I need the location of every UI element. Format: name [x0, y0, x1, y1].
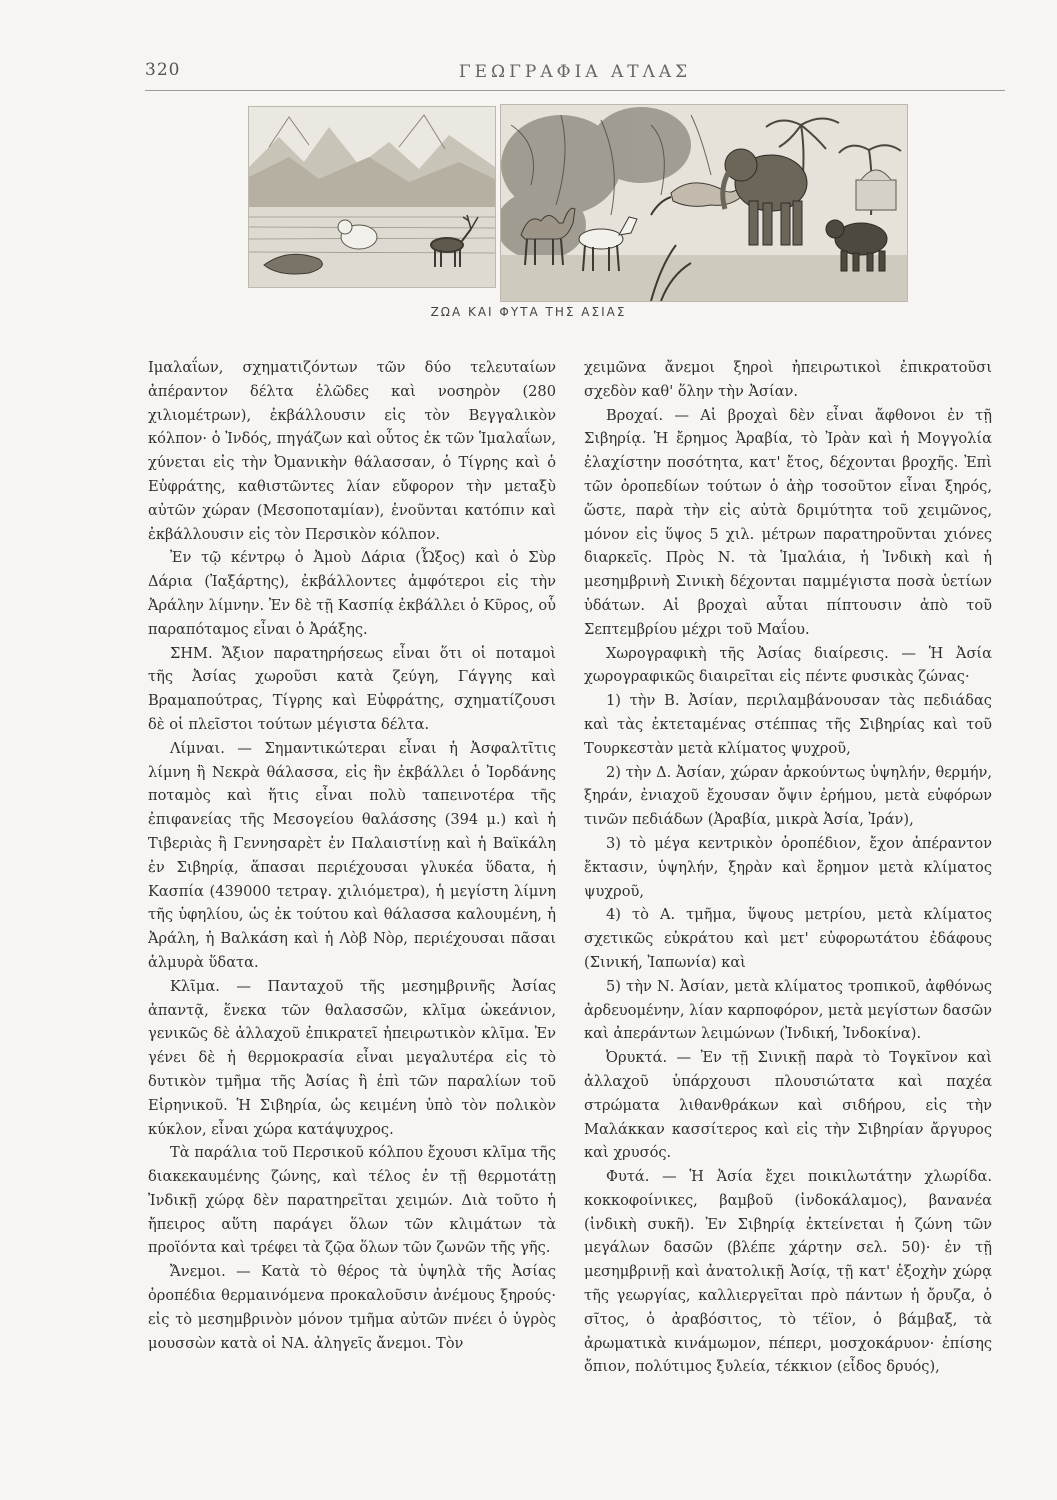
header-rule [145, 90, 1005, 91]
paragraph-persian-gulf-climate: Τὰ παράλια τοῦ Περσικοῦ κόλπου ἔχουσι κλῖμα τῆς διακεκαυμένης ζώνης, καὶ τέλος ἐν τῇ θερμοτάτῃ Ἰνδικῇ χώρᾳ δὲν παρατηρεῖται χειμών. Διὰ τοῦτο ἡ ἤπειρος αὕτη παράγει ὅλων τῶν κλιμάτων τὰ προϊόντα καὶ τρέφει τὰ ζῷα ὅλων τῶν ζωνῶν τῆς γῆς. [148, 1144, 556, 1257]
list-item-zone-4: 4) τὸ Α. τμῆμα, ὕψους μετρίου, μετὰ κλίματος σχετικῶς εὐκράτου καὶ μετ' εὐφορωτάτου ἐδάφους (Σινική, Ἰαπωνία) καὶ [584, 906, 992, 971]
arctic-animals-engraving [248, 106, 496, 288]
paragraph-rains: Βροχαί. — Αἱ βροχαὶ δὲν εἶναι ἄφθονοι ἐν τῇ Σιβηρίᾳ. Ἡ ἔρημος Ἀραβία, τὸ Ἰρὰν καὶ ἡ Μογγολία ἐλαχίστην ποσότητα, κατ' ἔτος, δέχονται βροχῆς. Ἐπὶ τῶν ὀροπεδίων τούτων ὁ ἀὴρ τοσοῦτον εἶναι ξηρός, ὥστε, παρὰ τὴν εἰς αὐτὰ δριμύτητα τοῦ χειμῶνος, μόνον εἰς ὕψος 5 χιλ. μέτρων παρατηροῦνται χιόνες διαρκεῖς. Πρὸς Ν. τὰ Ἱμαλάια, ἡ Ἰνδικὴ καὶ ἡ μεσημβρινὴ Σινικὴ δέχονται παμμέγιστα ποσὰ ὑετίων ὑδάτων. Αἱ βροχαὶ αὗται πίπτουσιν ἀπὸ τοῦ Σεπτεμβρίου μέχρι τοῦ Μαΐου. [584, 406, 992, 638]
asian-animals-engraving [500, 104, 908, 302]
paragraph-note: ΣΗΜ. Ἄξιον παρατηρήσεως εἶναι ὅτι οἱ ποταμοὶ τῆς Ἀσίας χωροῦσι κατὰ ζεύγη, Γάγγης καὶ Βραμαπούτρας, Τίγρης καὶ Εὐφράτης, σχηματίζουσι δὲ οἱ πλεῖστοι τούτων μέγιστα δέλτα. [148, 644, 556, 733]
right-column [584, 356, 992, 1379]
paragraph-division: Χωρογραφικὴ τῆς Ἀσίας διαίρεσις. — Ἡ Ἀσία χωρογραφικῶς διαιρεῖται εἰς πέντε φυσικὰς ζώνας· [584, 644, 992, 686]
paragraph-minerals: Ὀρυκτά. — Ἐν τῇ Σινικῇ παρὰ τὸ Τογκῖνον καὶ ἀλλαχοῦ ὑπάρχουσι πλουσιώτατα καὶ παχέα στρώματα λιθανθράκων καὶ σιδήρου, εἰς τὴν Μαλάκκαν κασσίτερος καὶ εἰς τὴν Σιβηρίαν ἄργυρος καὶ χρυσός. [584, 1049, 992, 1162]
page-header [145, 60, 1005, 90]
list-item-zone-5: 5) τὴν Ν. Ἀσίαν, μετὰ κλίματος τροπικοῦ, ἀφθόνως ἀρδευομένην, λίαν καρποφόρον, μετὰ μεγίστων δασῶν καὶ ἀπεράντων λειμώνων (Ἰνδική, Ἰνδοκίνα). [584, 977, 992, 1043]
left-column [148, 356, 556, 1355]
paragraph-winds-continued: χειμῶνα ἄνεμοι ξηροὶ ἠπειρωτικοὶ ἐπικρατοῦσι σχεδὸν καθ' ὅλην τὴν Ἀσίαν. [584, 359, 992, 400]
paragraph-rivers-continued: Ιμαλαΐων, σχηματιζόντων τῶν δύο τελευταίων ἀπέραντον δέλτα ἑλῶδες καὶ νοσηρὸν (280 χιλιομέτρων), ἐκβάλλουσιν εἰς τὸν Βεγγαλικὸν κόλπον· ὁ Ἰνδός, πηγάζων καὶ οὗτος ἐκ τῶν Ἱμαλαΐων, χύνεται εἰς τὴν Ὀμανικὴν θάλασσαν, ὁ Τίγρης καὶ ὁ Εὐφράτης, καθιστῶντες λίαν εὔφορον τὴν μεταξὺ αὐτῶν χώραν (Μεσοποταμίαν), ἑνοῦνται κατόπιν καὶ ἐκβάλλουσιν εἰς τὸν Περσικὸν κόλπον. [148, 359, 556, 543]
paragraph-climate: Κλῖμα. — Πανταχοῦ τῆς μεσημβρινῆς Ἀσίας ἀπαντᾷ, ἕνεκα τῶν θαλασσῶν, κλῖμα ὠκεάνιον, γενικῶς δὲ ἀλλαχοῦ ἐπικρατεῖ ἠπειρωτικὸν κλῖμα. Ἐν γένει δὲ ἡ θερμοκρασία εἶναι μεγαλυτέρα εἰς τὸ δυτικὸν τμῆμα τῆς Ἀσίας ἢ ἐπὶ τῶν παραλίων τοῦ Εἰρηνικοῦ. Ἡ Σιβηρία, ὡς κειμένη ὑπὸ τὸν πολικὸν κύκλον, εἶναι χώρα κατάψυχρος. [148, 977, 556, 1138]
figure-caption: ΖΩΑ ΚΑΙ ΦΥΤΑ ΤΗΣ ΑΣΙΑΣ [430, 305, 627, 319]
paragraph-winds: Ἄνεμοι. — Κατὰ τὸ θέρος τὰ ὑψηλὰ τῆς Ἀσίας ὀροπέδια θερμαινόμενα προκαλοῦσιν ἀνέμους ξηρούς· εἰς τὸ μεσημβρινὸν μόνον τμῆμα αὐτῶν πνέει ὁ ὑγρὸς μουσσὼν κατὰ οἱ ΝΑ. ἀληγεῖς ἄνεμοι. Τὸν [148, 1263, 556, 1352]
paragraph-plants: Φυτά. — Ἡ Ἀσία ἔχει ποικιλωτάτην χλωρίδα. κοκκοφοίνικες, βαμβοῦ (ἰνδοκάλαμος), βανανέα (ἰνδικὴ συκῆ). Ἐν Σιβηρίᾳ ἐκτείνεται ἡ ζώνη τῶν μεγάλων δασῶν (βλέπε χάρτην σελ. 50)· ἐν τῇ μεσημβρινῇ καὶ ἀνατολικῇ Ἀσίᾳ, τῇ κατ' ἐξοχὴν χώρᾳ τῆς γεωργίας, καλλιεργεῖται πρὸ πάντων ἡ ὄρυζα, ὁ σῖτος, ὁ ἀραβόσιτος, τὸ τέϊον, ὁ βάμβαξ, τὰ ἀρωματικὰ κινάμωμον, πέπερι, μοσχοκάρυον· ἐπίσης ὄπιον, πολύτιμος ξυλεία, τέκκιον (εἶδος δρυός), [584, 1168, 992, 1376]
paragraph-lakes: Λίμναι. — Σημαντικώτεραι εἶναι ἡ Ἀσφαλτῖτις λίμνη ἢ Νεκρὰ θάλασσα, εἰς ἣν ἐκβάλλει ὁ Ἰορδάνης ποταμὸς καὶ ἥτις εἶναι πολὺ ταπεινοτέρα τῆς ἐπιφανείας τῆς Μεσογείου θαλάσσης (394 μ.) καὶ ἡ Τιβεριὰς ἢ Γεννησαρὲτ ἐν Παλαιστίνῃ καὶ ἡ Βαϊκάλη ἐν Σιβηρίᾳ, ἅπασαι περιέχουσαι γλυκέα ὕδατα, ἡ Κασπία (439000 τετραγ. χιλιόμετρα), ἡ μεγίστη λίμνη τῆς ὑφηλίου, ὡς ἐκ τούτου καὶ θάλασσα καλουμένη, ἡ Ἀράλη, ἡ Βαλκάση καὶ ἡ Λὸβ Νὸρ, περιέχουσαι πᾶσαι ἁλμυρὰ ὕδατα. [148, 739, 556, 971]
page-number: 320 [145, 60, 181, 80]
paragraph-central-rivers: Ἐν τῷ κέντρῳ ὁ Ἀμοὺ Δάρια (Ὦξος) καὶ ὁ Σὺρ Δάρια (Ἰαξάρτης), ἐκβάλλοντες ἀμφότεροι εἰς τὴν Ἀράλην λίμνην. Ἐν δὲ τῇ Κασπίᾳ ἐκβάλλει ὁ Κῦρος, οὗ παραπόταμος εἶναι ὁ Ἀράξης. [148, 549, 556, 638]
list-item-zone-3: 3) τὸ μέγα κεντρικὸν ὀροπέδιον, ἔχον ἀπέραντον ἔκτασιν, ὑψηλήν, ξηρὰν καὶ ἔρημον μετὰ κλίματος ψυχροῦ, [584, 834, 992, 900]
running-title: ΓΕΩΓΡΑΦΙΑ ΑΤΛΑΣ [458, 62, 692, 82]
list-item-zone-2: 2) τὴν Δ. Ἀσίαν, χώραν ἀρκούντως ὑψηλήν, θερμήν, ξηράν, ἐνιαχοῦ ἔχουσαν ὄψιν ἐρήμου, μετὰ εὐφόρων τινῶν πεδιάδων (Ἀραβία, μικρὰ Ἀσία, Ἰράν), [584, 763, 992, 829]
list-item-zone-1: 1) τὴν Β. Ἀσίαν, περιλαμβάνουσαν τὰς πεδιάδας καὶ τὰς ἐκτεταμένας στέππας τῆς Σιβηρίας καὶ τοῦ Τουρκεστὰν μετὰ κλίματος ψυχροῦ, [584, 692, 992, 757]
